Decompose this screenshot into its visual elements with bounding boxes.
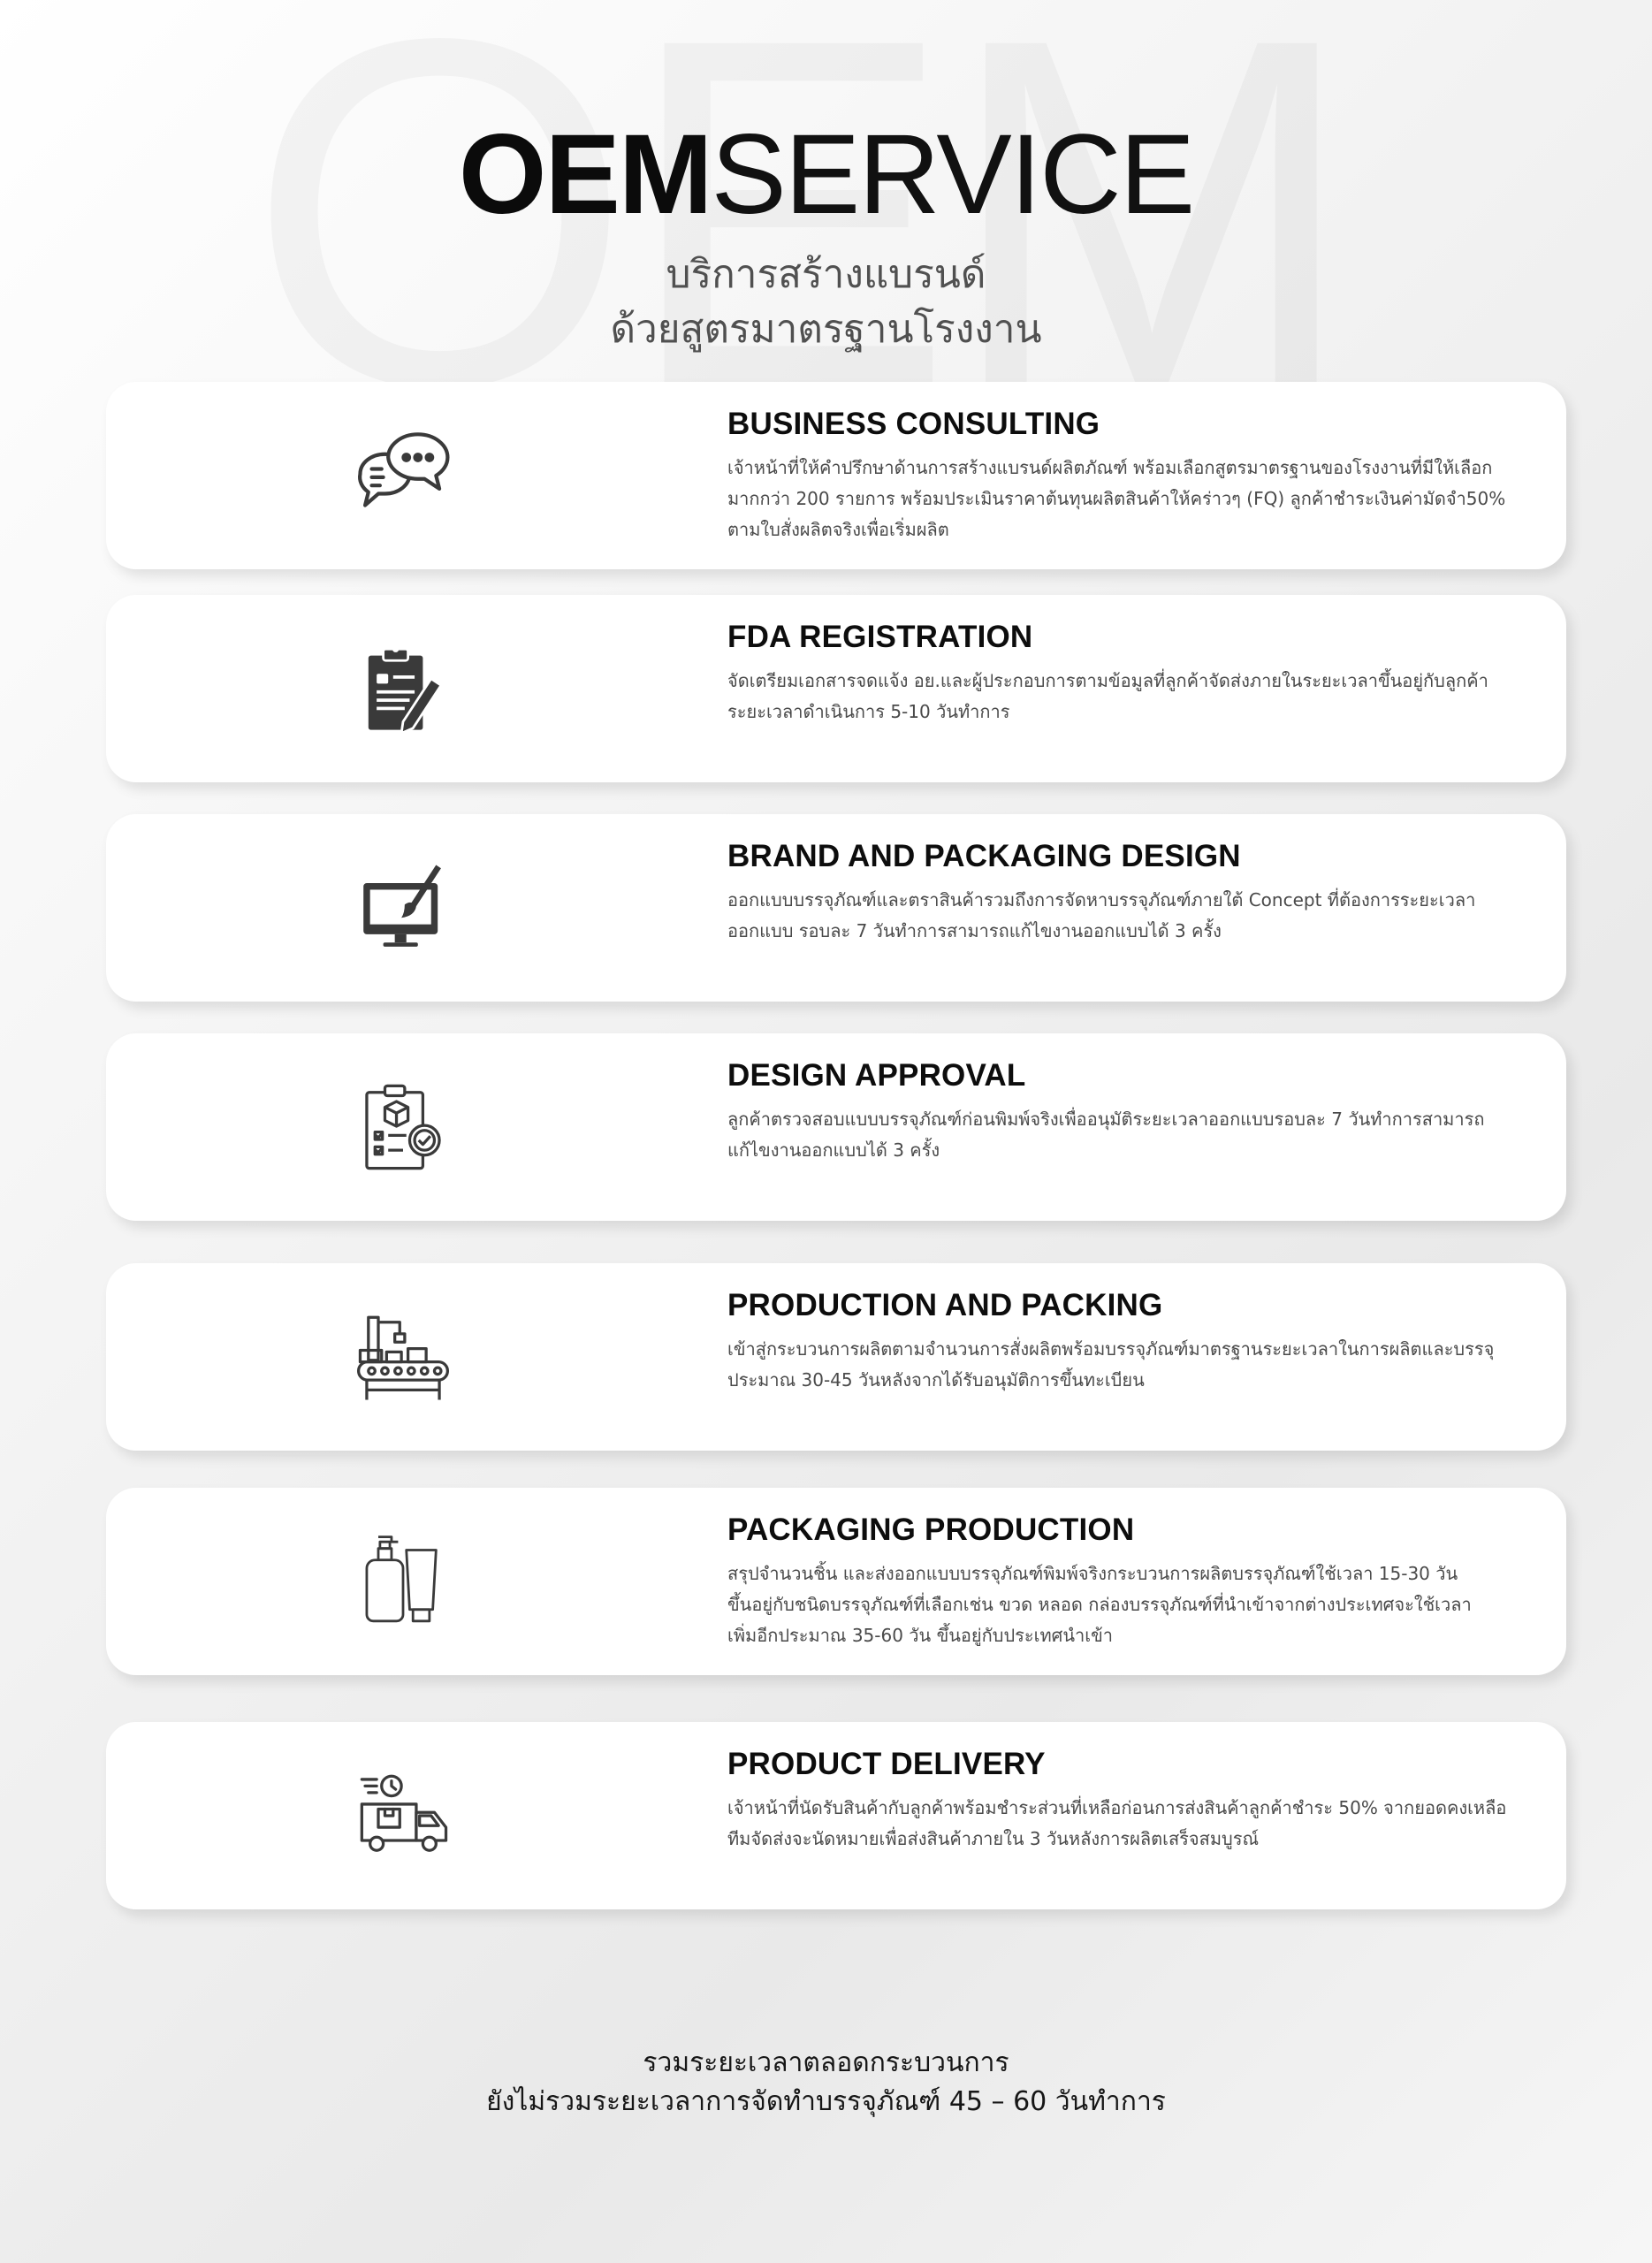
description-line: แก้ไขงานออกแบบได้ 3 ครั้ง [727,1139,940,1161]
step-card-production-packing [106,1263,1566,1451]
description-line: จัดเตรียมเอกสารจดแจ้ง อย.และผู้ประกอบการตามข้อมูลที่ลูกค้าจัดส่งภายในระยะเวลาขึ้นอยู่กับลูกค้า [727,670,1488,691]
description-line: ลูกค้าตรวจสอบแบบบรรจุภัณฑ์ก่อนพิมพ์จริงเพื่ออนุมัติระยะเวลาออกแบบรอบละ 7 วันทำการสามารถ [727,1109,1485,1130]
description-line: เจ้าหน้าที่นัดรับสินค้ากับลูกค้าพร้อมชำระส่วนที่เหลือก่อนการส่งสินค้าลูกค้าชำระ 50% จากยอดคงเหลือ [727,1797,1507,1818]
summary-line-2: ยังไม่รวมระยะเวลาการจัดทำบรรจุภัณฑ์ 45 – 60 วันทำการ [486,2086,1166,2117]
description-line: สรุปจำนวนชิ้น และส่งออกแบบบรรจุภัณฑ์พิมพ์จริงกระบวนการผลิตบรรจุภัณฑ์ใช้เวลา 15-30 วัน [727,1563,1458,1584]
conveyor-robot-icon [354,1307,453,1406]
subtitle-line-1: บริการสร้างแบรนด์ [666,252,986,297]
description-line: ประมาณ 30-45 วันหลังจากได้รับอนุมัติการขึ้นทะเบียน [727,1369,1145,1391]
step-card-design-approval [106,1033,1566,1221]
monitor-brush-icon [354,858,453,957]
page-header [0,113,1652,357]
title-oem: OEM [458,111,712,238]
description-line: เจ้าหน้าที่ให้คำปรึกษาด้านการสร้างแบรนด์ผลิตภัณฑ์ พร้อมเลือกสูตรมาตรฐานของโรงงานที่มีให้เลือก [727,457,1493,478]
clipboard-pen-icon [354,639,453,738]
step-description [727,666,1523,728]
description-line: ออกแบบ รอบละ 7 วันทำการสามารถแก้ไขงานออกแบบได้ 3 ครั้ง [727,920,1222,941]
chat-bubbles-icon [354,426,453,525]
description-line: ทีมจัดส่งจะนัดหมายเพื่อส่งสินค้าภายใน 3 วันหลังการผลิตเสร็จสมบูรณ์ [727,1828,1260,1849]
step-title: PRODUCT DELIVERY [727,1747,1046,1781]
step-description [727,885,1523,947]
step-card-business-consulting [106,382,1566,569]
step-description [727,1558,1523,1651]
pump-bottle-tube-icon [354,1532,453,1631]
step-description [727,1104,1523,1166]
timeline-summary [0,2044,1652,2122]
subtitle-line-2: ด้วยสูตรมาตรฐานโรงงาน [610,307,1042,352]
step-title: PRODUCTION AND PACKING [727,1288,1163,1322]
description-line: ออกแบบบรรจุภัณฑ์และตราสินค้ารวมถึงการจัดหาบรรจุภัณฑ์ภายใต้ Concept ที่ต้องการระยะเวลา [727,889,1476,911]
step-description [727,1334,1523,1396]
summary-line-1: รวมระยะเวลาตลอดกระบวนการ [643,2047,1009,2078]
step-card-brand-packaging-design [106,814,1566,1002]
page-title [0,113,1652,237]
title-service: SERVICE [711,111,1194,238]
description-line: ขึ้นอยู่กับชนิดบรรจุภัณฑ์ที่เลือกเช่น ขวด หลอด กล่องบรรจุภัณฑ์ที่นำเข้าจากต่างประเทศจะใช้เวลา [727,1594,1472,1615]
step-title: BUSINESS CONSULTING [727,407,1100,441]
clipboard-check-icon [354,1078,453,1177]
step-title: FDA REGISTRATION [727,620,1033,654]
step-description [727,453,1523,545]
step-card-fda-registration [106,595,1566,782]
description-line: เพิ่มอีกประมาณ 35-60 วัน ขึ้นอยู่กับประเทศนำเข้า [727,1625,1113,1646]
description-line: มากกว่า 200 รายการ พร้อมประเมินราคาต้นทุนผลิตสินค้าให้คร่าวๆ (FQ) ลูกค้าชำระเงินค่ามัดจำ50% [727,488,1506,509]
step-card-packaging-production [106,1488,1566,1675]
description-line: ระยะเวลาดำเนินการ 5-10 วันทำการ [727,701,1010,722]
page-subtitle [0,248,1652,357]
step-description [727,1793,1523,1855]
step-title: PACKAGING PRODUCTION [727,1512,1135,1547]
description-line: เข้าสู่กระบวนการผลิตตามจำนวนการสั่งผลิตพร้อมบรรจุภัณฑ์มาตรฐานระยะเวลาในการผลิตและบรรจุ [727,1338,1495,1360]
step-title: BRAND AND PACKAGING DESIGN [727,839,1241,873]
step-card-product-delivery [106,1722,1566,1909]
description-line: ตามใบสั่งผลิตจริงเพื่อเริ่มผลิต [727,519,949,540]
step-title: DESIGN APPROVAL [727,1058,1026,1093]
delivery-truck-icon [354,1766,453,1865]
